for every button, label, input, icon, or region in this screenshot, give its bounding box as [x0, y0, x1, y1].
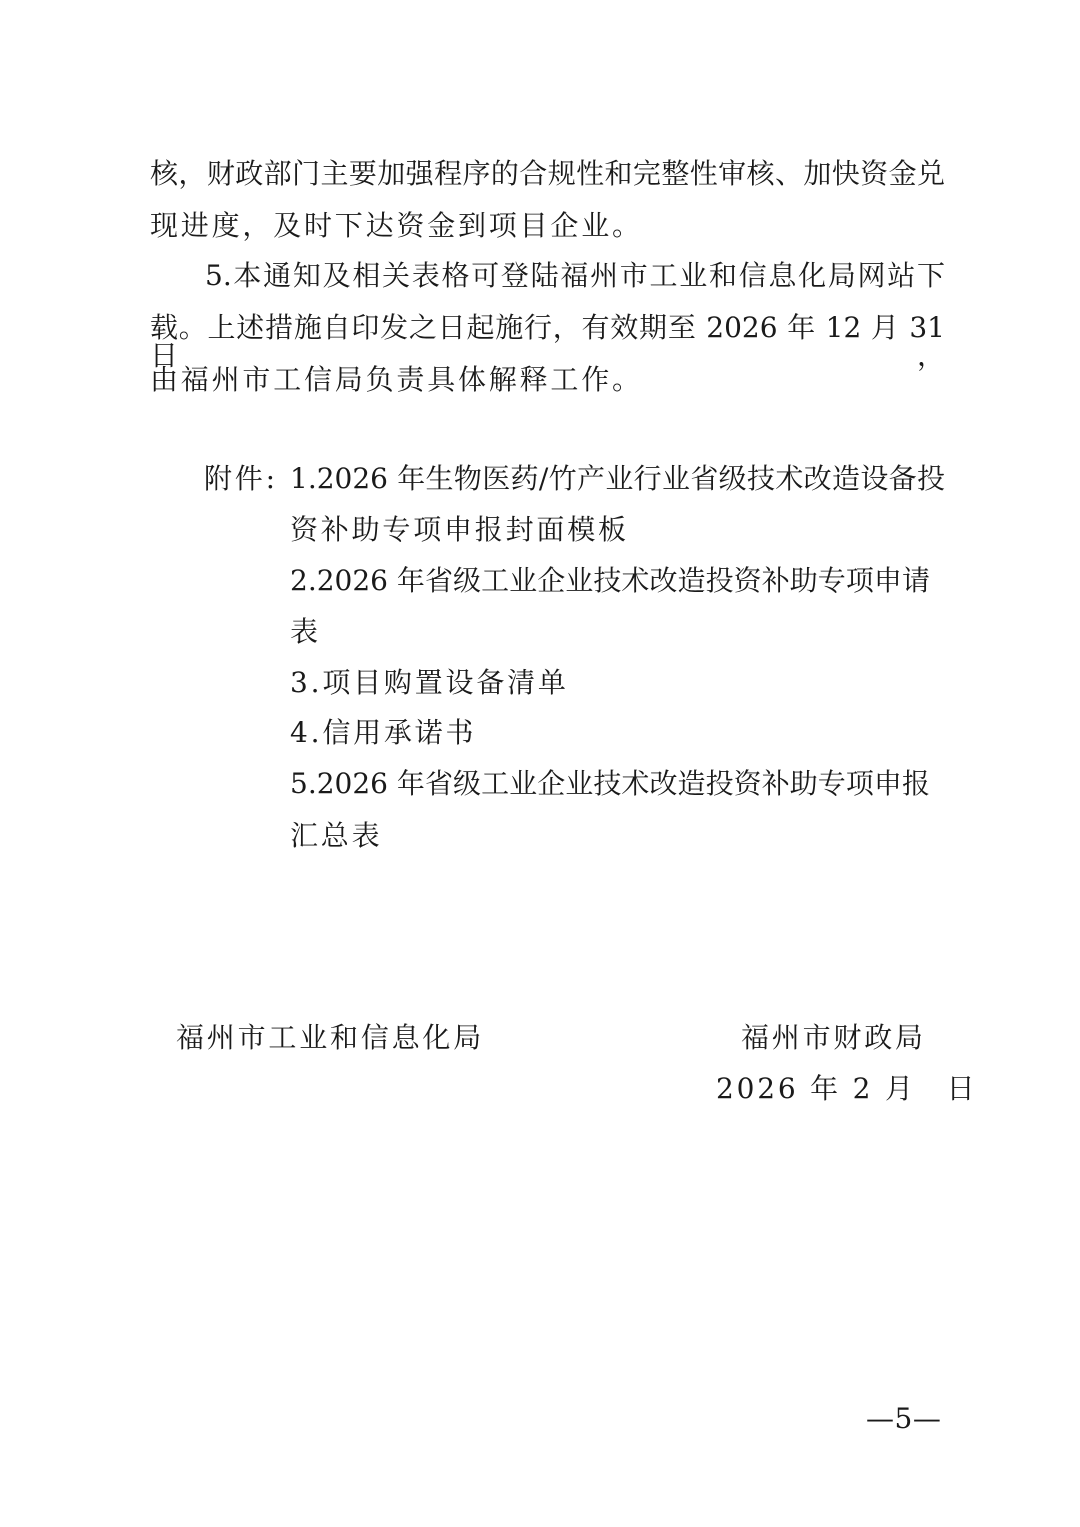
attachment-item-2-line-2: 表 [290, 615, 321, 648]
attachment-label: 附件: [204, 462, 278, 495]
attachment-item-1-line-2: 资补助专项申报封面模板 [290, 513, 629, 546]
left-signature: 福州市工业和信息化局 [176, 1021, 485, 1054]
attachment-item-4: 4.信用承诺书 [290, 716, 477, 749]
attachment-item-1-line-1: 1.2026 年生物医药/竹产业行业省级技术改造设备投 [290, 462, 945, 495]
paragraph-2-line-1: 5.本通知及相关表格可登陆福州市工业和信息化局网站下 [205, 259, 945, 292]
attachment-item-5-line-2: 汇总表 [290, 819, 383, 852]
attachment-item-3: 3.项目购置设备清单 [290, 666, 569, 699]
paragraph-1-line-2: 现进度，及时下达资金到项目企业。 [150, 209, 643, 242]
paragraph-2-line-3: 由福州市工信局负责具体解释工作。 [150, 363, 643, 396]
right-signature: 福州市财政局 [741, 1021, 926, 1054]
signature-date: 2026 年 2 月 日 [716, 1072, 978, 1105]
page-number: —5— [866, 1402, 942, 1435]
paragraph-2-line-2: 载。上述措施自印发之日起施行，有效期至 2026 年 12 月 31 日， [150, 311, 945, 372]
paragraph-1-line-1: 核，财政部门主要加强程序的合规性和完整性审核、加快资金兑 [150, 157, 945, 190]
attachment-item-2-line-1: 2.2026 年省级工业企业技术改造投资补助专项申请 [290, 564, 930, 597]
attachment-item-5-line-1: 5.2026 年省级工业企业技术改造投资补助专项申报 [290, 767, 930, 800]
